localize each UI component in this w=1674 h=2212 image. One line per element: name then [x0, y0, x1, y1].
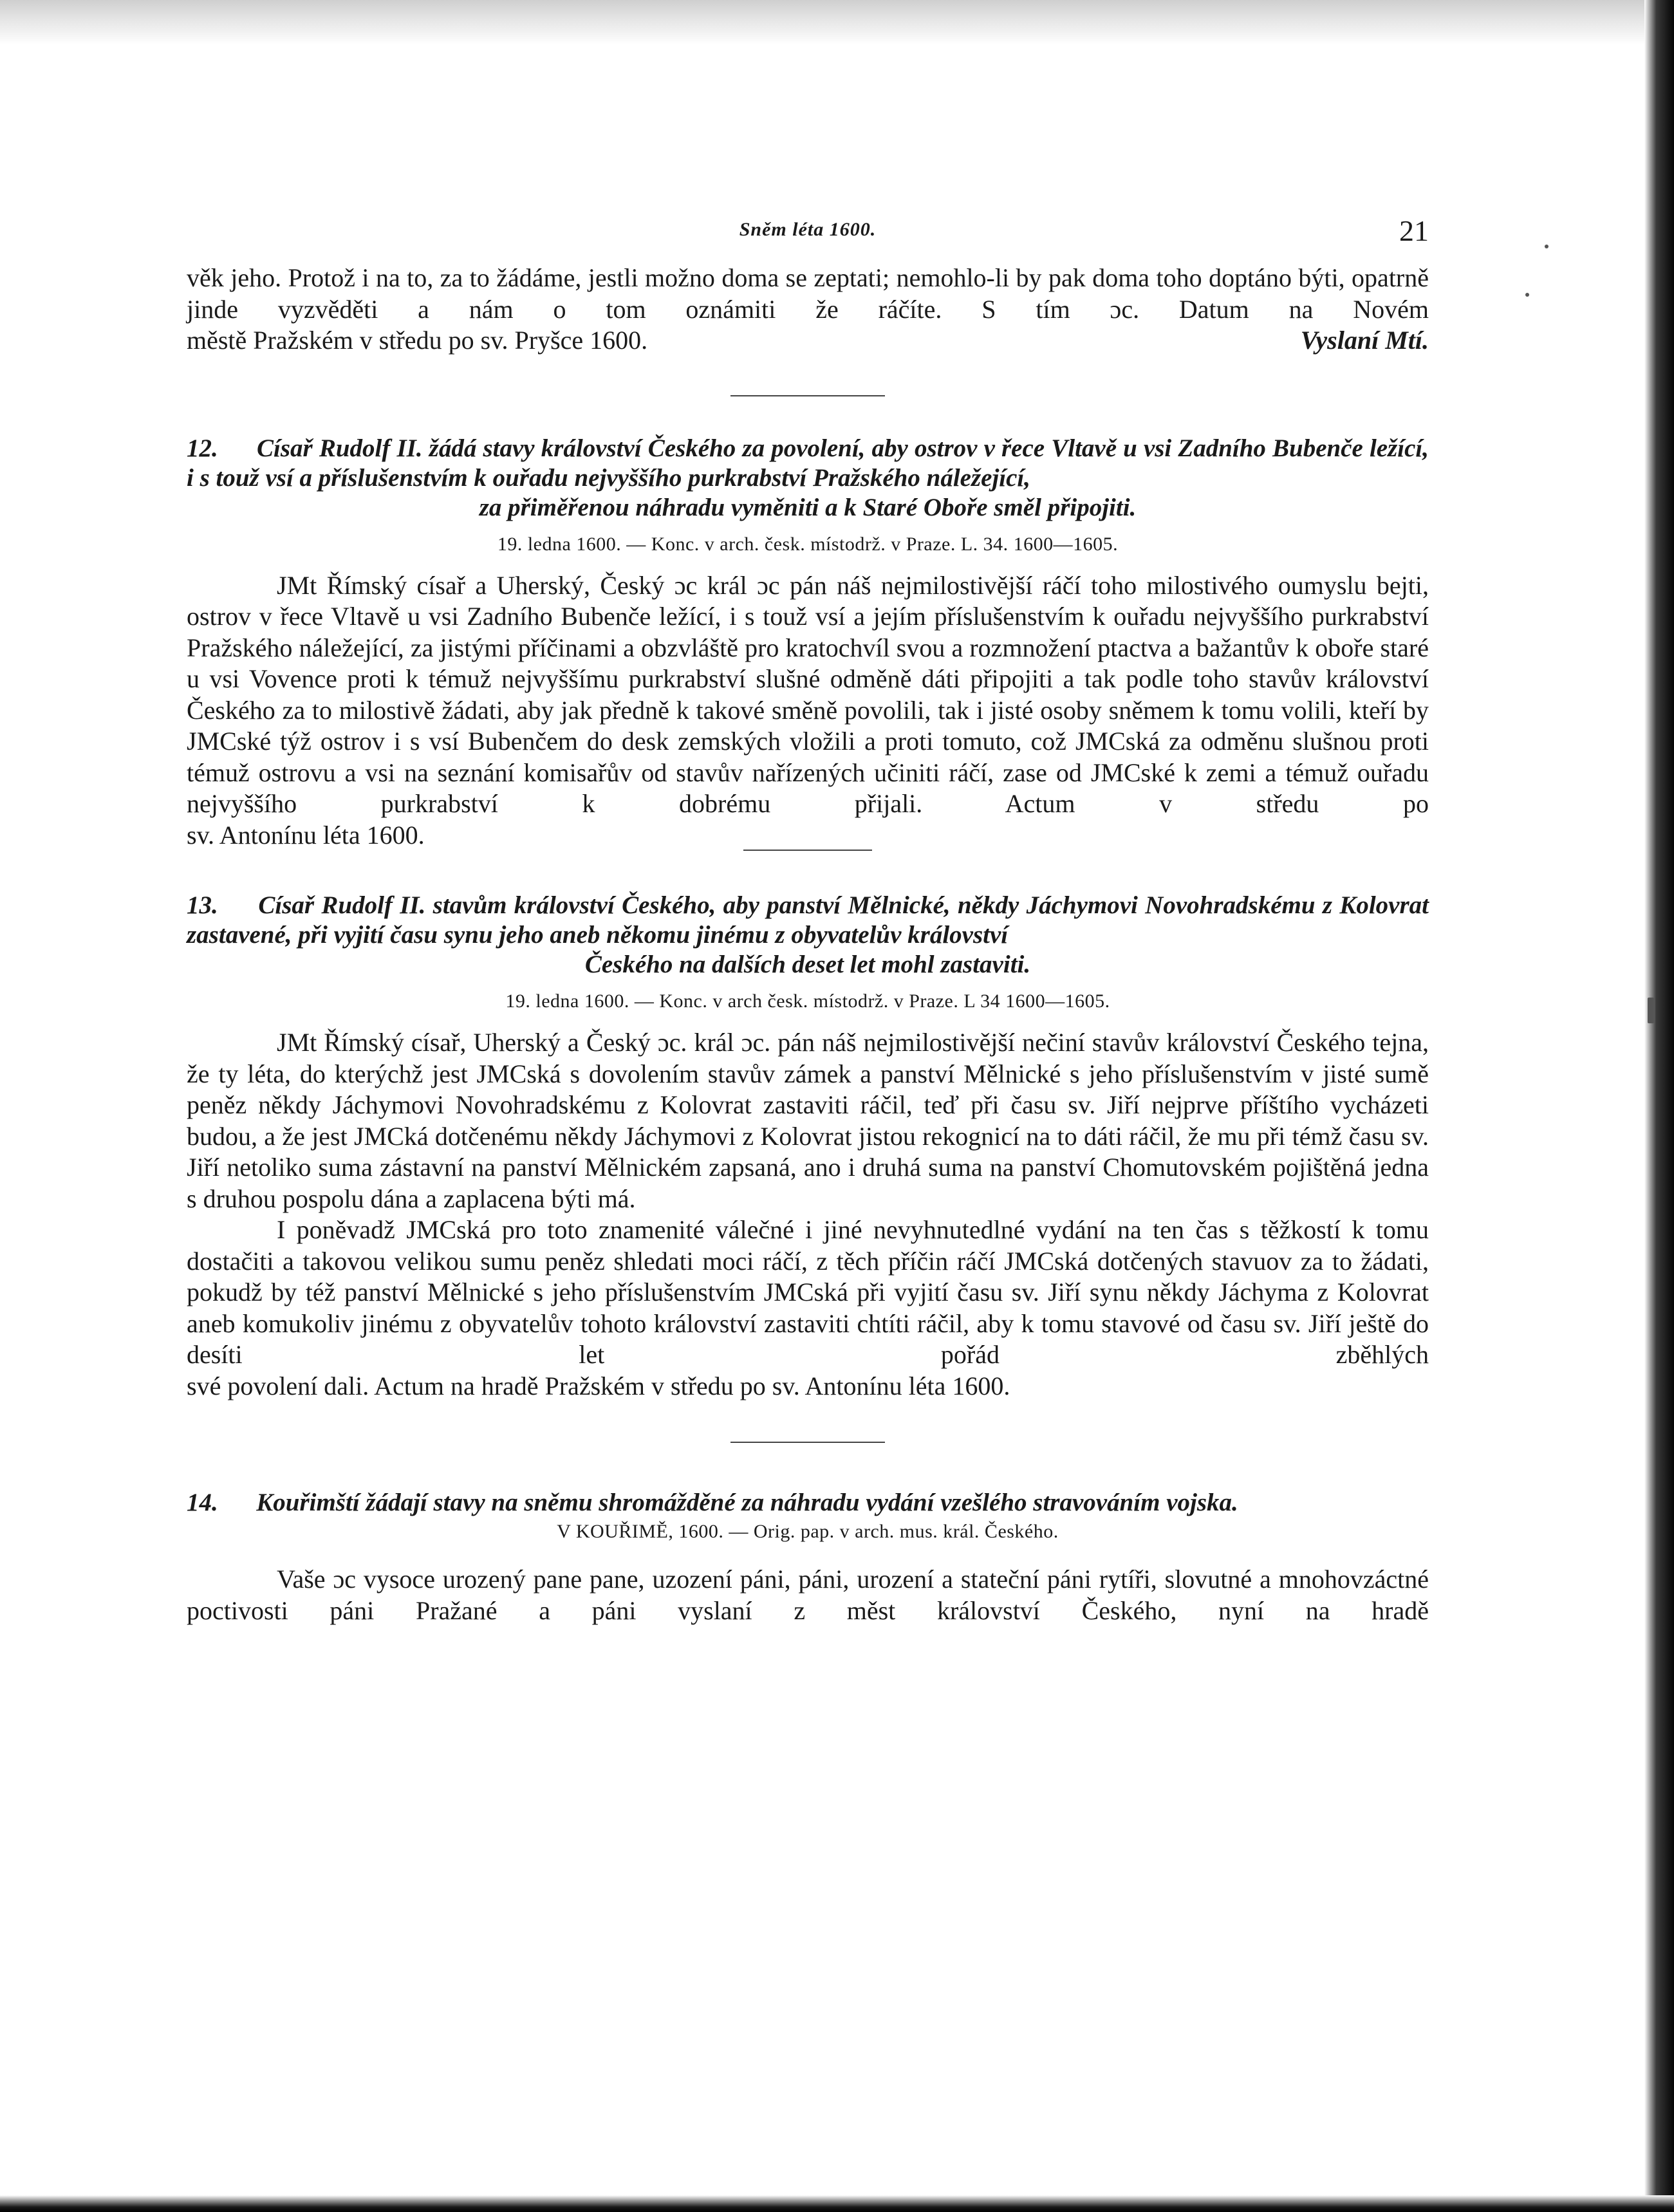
- section-12-body-last: sv. Antonínu léta 1600.: [187, 820, 425, 850]
- section-13-body-2-last: své povolení dali. Actum na hradě Pražském v středu po sv. Antonínu léta 1600.: [187, 1371, 1010, 1400]
- page-content: [187, 206, 1429, 1626]
- scan-top-edge: [0, 0, 1674, 45]
- section-13-heading-text: Císař Rudolf II. stavům království Českého, aby panství Mělnické, někdy Jáchymovi Novohradskému z Kolovrat zastavené, při vyjití času synu jeho aneb někomu jinému z obyvatelův království: [187, 891, 1429, 949]
- section-12-heading-text: Císař Rudolf II. žádá stavy království Českého za povolení, aby ostrov v řece Vltavě u vsi Zadního Bubenče ležící, i s touž vsí a příslušenstvím k ouřadu nejvyššího purkrabství Pražského náležející,: [187, 434, 1429, 492]
- page-number: 21: [1399, 214, 1429, 247]
- section-12-heading-last: za přiměřenou náhradu vyměniti a k Staré Oboře směl připojiti.: [479, 493, 1137, 521]
- scan-right-edge: [1644, 0, 1674, 2212]
- section-13-heading-last: Českého na dalších deset let mohl zastaviti.: [584, 951, 1031, 978]
- divider-rule: [730, 1442, 885, 1443]
- section-14-heading-text: Kouřimští žádají stavy na sněmu shromážděné za náhradu vydání vzešlého stravováním vojska.: [256, 1489, 1238, 1516]
- section-12-body: JMt Římský císař a Uherský, Český ɔc král ɔc pán náš nejmilostivější ráčí toho milostivého oumyslu bejti, ostrov v řece Vltavě u vsi Zadního Bubenče ležící, i s touž vsí a jejím příslušenstvím k ouřadu nejvyššího purkrabství Pražského náležející, za jistými příčinami a obzvláště pro kratochvíl svou a rozmnožení ptactva a bažantův k oboře staré u vsi Vovence proti k témuž nejvyššímu purkrabství slušné odměně dáti připojiti a tak podle toho stavův království Českého za to milostivě žádati, aby jak předně k takové směně povolili, tak i jisté osoby sněmem k tomu volili, kteří by JMCské týž ostrov i s vsí Bubenčem do desk zemských vložili a proti tomuto, což JMCská za odměnu slušnou proti témuž ostrovu a vsi na seznání komisařův od stavův nařízených učiniti ráčí, zase od JMCské k zemi a témuž ouřadu nejvyššího purkrabství k dobrému přijali. Actum v středu po: [187, 570, 1429, 818]
- section-11-last-line: [187, 325, 1429, 357]
- section-13-body-1-last: s druhou pospolu dána a zaplacena býti má.: [187, 1184, 636, 1213]
- section-14-number: 14.: [187, 1489, 218, 1516]
- section-12-source: 19. ledna 1600. — Konc. v arch. česk. místodrž. v Praze. L. 34. 1600—1605.: [497, 533, 1119, 555]
- section-11-text: věk jeho. Protož i na to, za to žádáme, jestli možno doma se zeptati; nemohlo-li by pak doma toho doptáno býti, opatrně jinde vyzvěděti a nám o tom oznámiti že ráčíte. S tím ɔc. Datum na Novém: [187, 263, 1429, 324]
- section-14: [187, 1488, 1429, 1626]
- section-11-last-text: městě Pražském v středu po sv. Pryšce 1600.: [187, 326, 648, 355]
- section-13-body-2: I poněvadž JMCská pro toto znamenité válečné i jiné nevyhnutedlné vydání na ten čas s těžkostí k tomu dostačiti a takovou velikou sumu peněz shledati moci ráčí, z těch příčin ráčí JMCská dotčených stavuov za to žádati, pokudž by též panství Mělnické s jeho příslušenstvím JMCská při vyjití času sv. Jiří synu někdy Jáchyma z Kolovrat aneb komukoliv jinému z obyvatelův tohoto království zastaviti chtíti ráčil, aby k tomu stavové od času sv. Jiří ještě do desíti let pořád zběhlých: [187, 1215, 1429, 1369]
- scan-bottom-edge: [0, 2195, 1674, 2212]
- section-12: [187, 434, 1429, 851]
- section-14-heading: [187, 1488, 1429, 1518]
- scan-speck: [1648, 998, 1654, 1023]
- scan-speck: [1545, 245, 1548, 248]
- section-11-tail: [187, 263, 1429, 357]
- section-13-number: 13.: [187, 891, 218, 919]
- scan-speck: [1525, 293, 1529, 297]
- running-head-title: Sněm léta 1600.: [739, 219, 877, 240]
- section-14-body: Vaše ɔc vysoce urozený pane pane, uzození páni, páni, urození a stateční páni rytíři, slovutné a mnohovzáctné poctivosti páni Pražané a páni vyslaní z měst království Českého, nyní na hradě: [187, 1565, 1429, 1625]
- section-12-heading: [187, 434, 1429, 523]
- section-13-source: 19. ledna 1600. — Konc. v arch česk. místodrž. v Praze. L 34 1600—1605.: [505, 990, 1110, 1012]
- section-13-heading: [187, 891, 1429, 980]
- divider-rule: [730, 395, 885, 396]
- section-13: [187, 891, 1429, 1402]
- divider-rule: [743, 850, 872, 851]
- section-14-source: V KOUŘIMĚ, 1600. — Orig. pap. v arch. mus. král. Českého.: [557, 1521, 1059, 1542]
- section-13-body-1: JMt Římský císař, Uherský a Český ɔc. král ɔc. pán náš nejmilostivější nečiní stavův království Českého tejna, že ty léta, do kterýchž jest JMCská s dovolením stavův zámek a panství Mělnické s jeho příslušenstvím v jisté sumě peněz někdy Jáchymovi Novohradskému z Kolovrat zastaviti ráčil, teď při času sv. Jiří nejprve příštího vycházeti budou, a že jest JMCká dotčenému někdy Jáchymovi z Kolovrat jistou rekognicí na to dáti ráčil, že mu při témž času sv. Jiří netoliko suma zástavní na panství Mělnickém zapsaná, ano i druhá suma na panství Chomutovském pojištěná jedna: [187, 1028, 1429, 1182]
- running-head: [187, 206, 1429, 257]
- section-12-number: 12.: [187, 434, 218, 462]
- signature: Vyslaní Mtí.: [1300, 326, 1429, 355]
